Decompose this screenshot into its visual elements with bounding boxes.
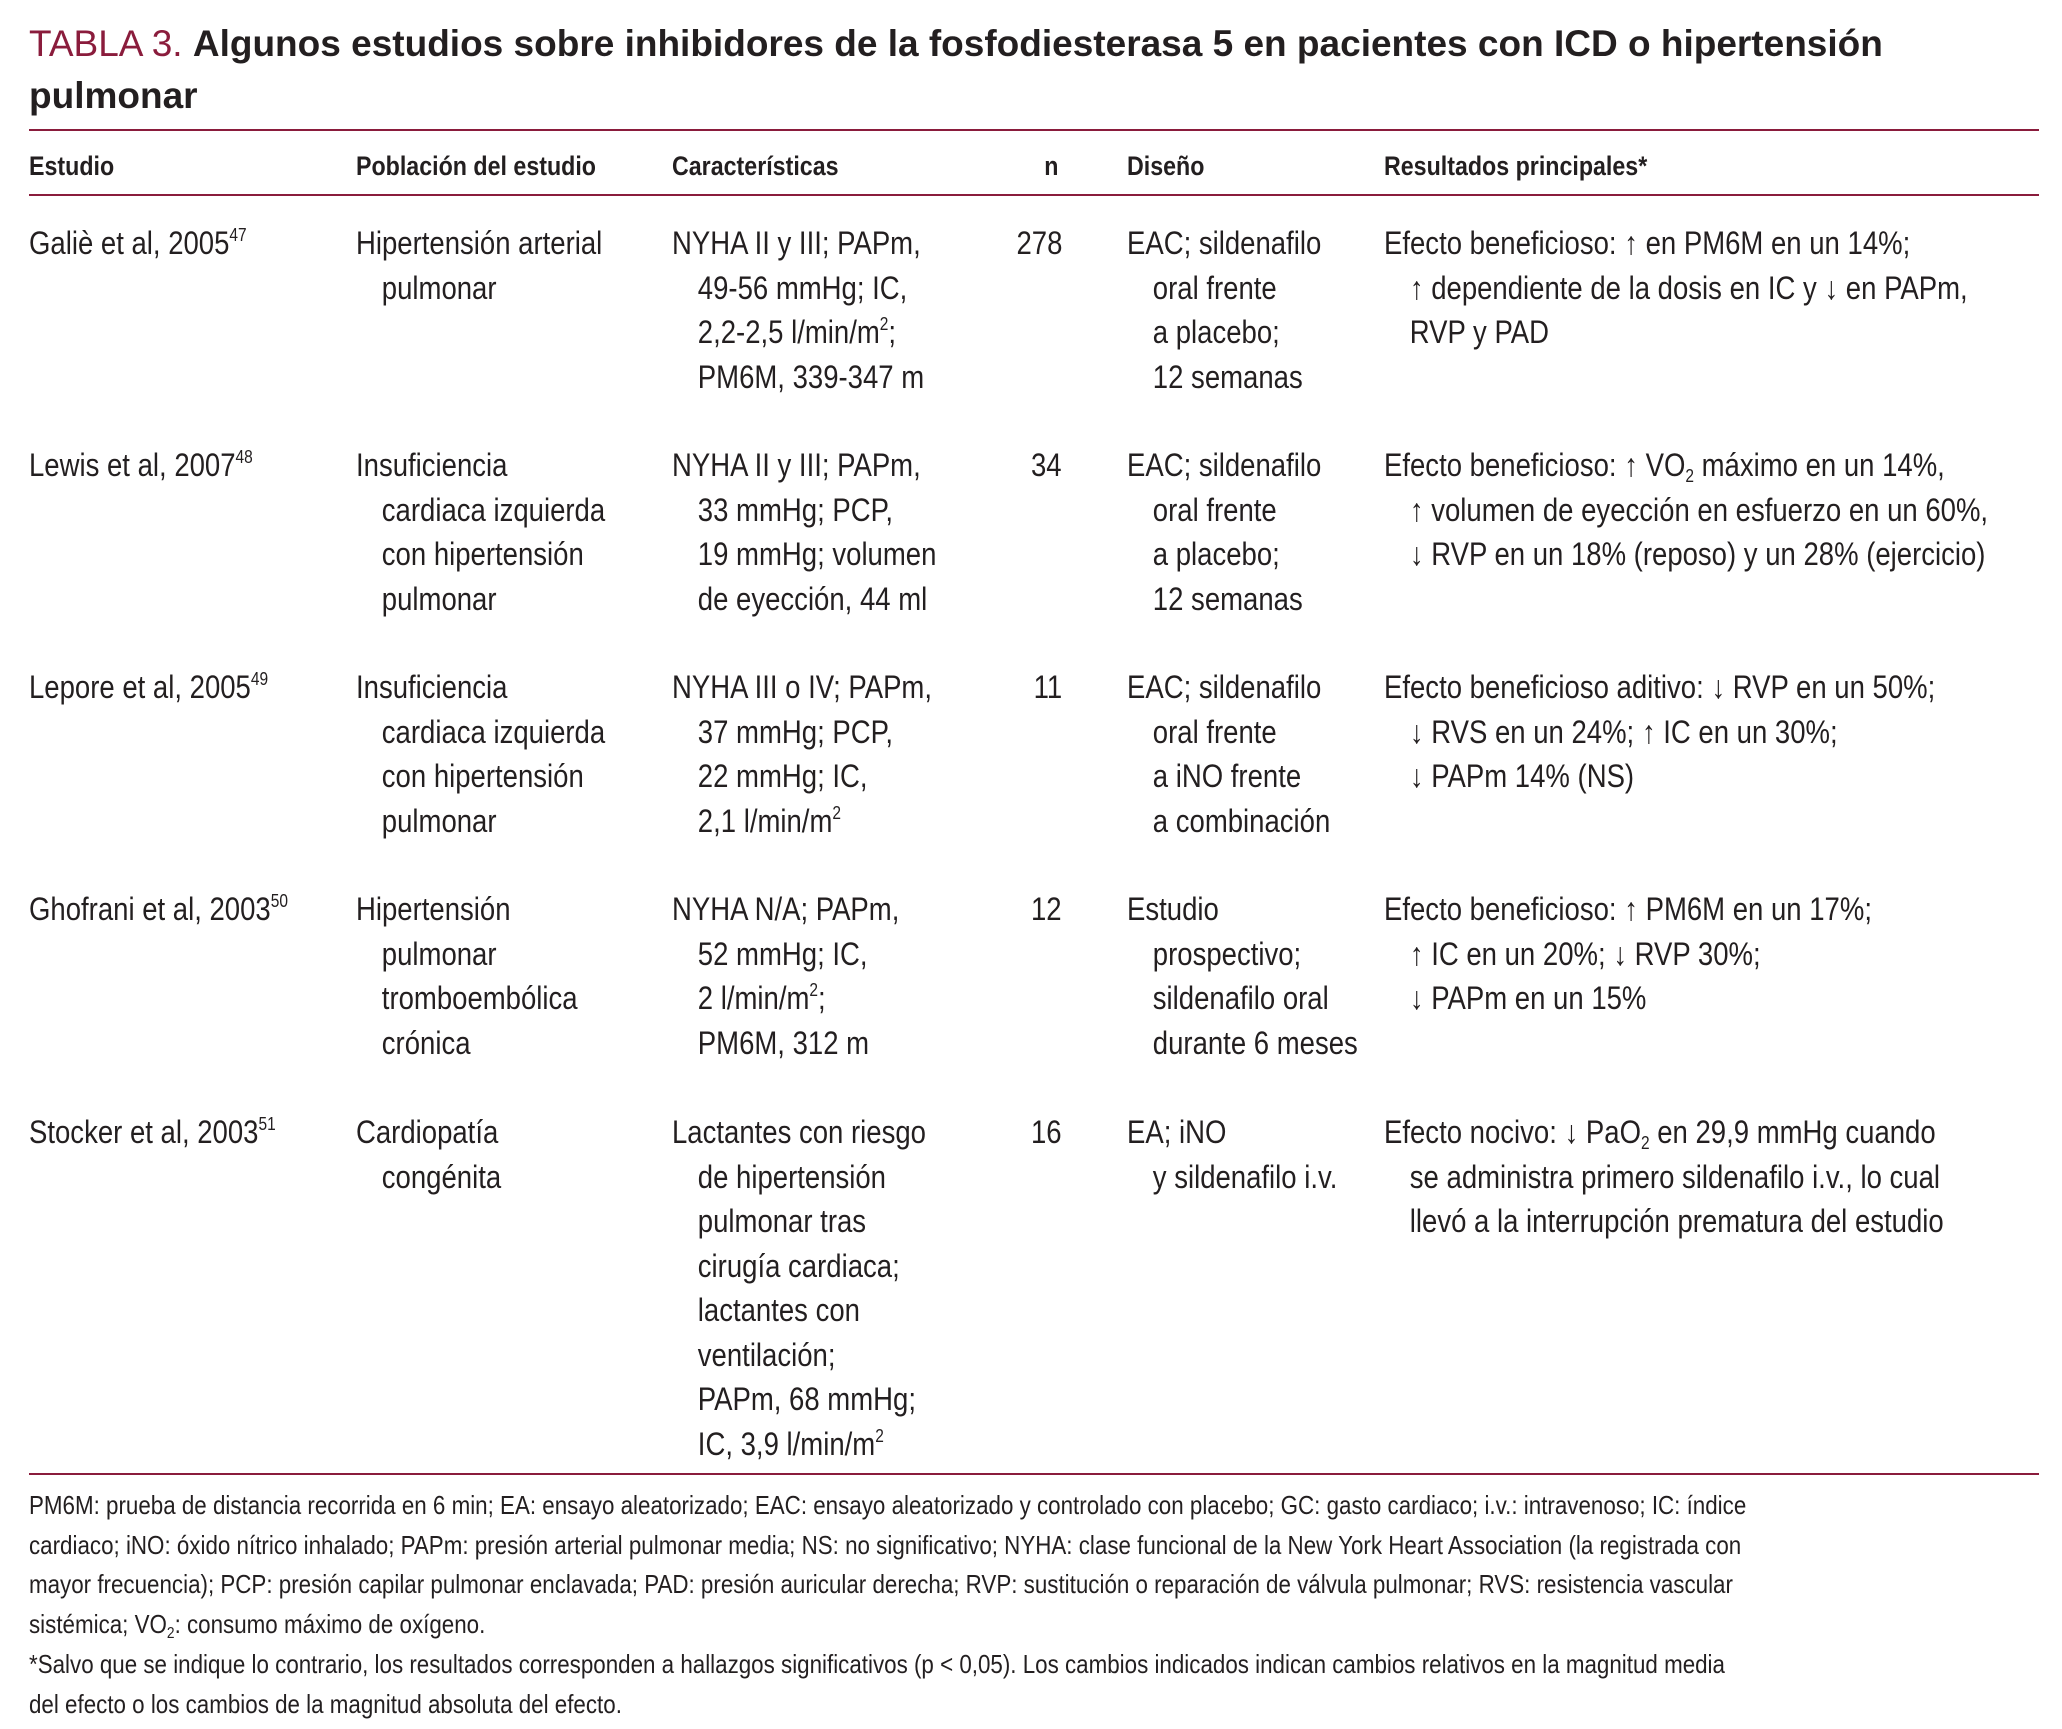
top-rule [29,129,2039,131]
table-row-resultados: Efecto beneficioso: ↑ PM6M en un 17%; ↑ IC en un 20%; ↓ RVP 30%; ↓ PAPm en un 15% [1384,891,1872,1016]
table-row-caracteristicas: Lactantes con riesgo de hipertensión pulmonar tras cirugía cardiaca; lactantes con ventilación; PAPm, 68 mmHg; IC, 3,9 $l/\min/m^2$ [672,1114,926,1462]
table-row-resultados: Efecto beneficioso aditivo: ↓ RVP en un 50%; ↓ RVS en un 24%; ↑ IC en un 30%; ↓ PAPm 14% (NS) [1384,669,1936,794]
column-header-n: n [1043,151,1058,181]
table-row-diseno: Estudio prospectivo; sildenafilo oral durante 6 meses [1127,891,1358,1061]
table-row-poblacion: Cardiopatía congénita [356,1114,502,1195]
table-row-n: 12 [1031,891,1062,927]
table-row-resultados: Efecto beneficioso: ↑ en PM6M en un 14%; ↑ dependiente de la dosis en IC y ↓ en PAPm, RVP y PAD [1384,225,1968,350]
table-row-caracteristicas: NYHA N/A; PAPm, 52 mmHg; IC, 2 $l/\min/m^2$; PM6M, 312 m [672,891,900,1061]
table-footnote-significance: *Salvo que se indique lo contrario, los resultados corresponden a hallazgos significativos (p < 0,05). Los cambios indicados indican cambios relativos en la magnitud media del efecto o los cambios de la magnitud absoluta del efecto. [29,1649,1725,1719]
table-row-caracteristicas: NYHA II y III; PAPm, 33 mmHg; PCP, 19 mmHg; volumen de eyección, 44 ml [672,447,937,617]
table-row-n: 278 [1016,225,1062,261]
table-row-caracteristicas: NYHA II y III; PAPm, 49-56 mmHg; IC, 2,2-2,5 $l/\min/m^2$; PM6M, 339-347 m [672,225,925,395]
table-row-diseno: EAC; sildenafilo oral frente a placebo; 12 semanas [1127,225,1322,395]
table-caption: Algunos estudios sobre inhibidores de la fosfodiesterasa 5 en pacientes con ICD o hipertensión pulmonar [29,23,1883,116]
table-row-n: 16 [1031,1114,1062,1150]
table-row-resultados: Efecto nocivo: ↓ PaO$_2$ en 29,9 mmHg cuando se administra primero sildenafilo i.v., lo cual llevó a la interrupción prematura del estudio [1384,1114,1944,1239]
column-header-diseno: Diseño [1127,151,1205,181]
table-row-estudio: Ghofrani et al, 2003$^{50}$ [29,891,288,927]
table-row-estudio: Stocker et al, 2003$^{51}$ [29,1114,276,1150]
column-header-poblacion: Población del estudio [356,151,596,181]
table-row-poblacion: Insuficiencia cardiaca izquierda con hipertensión pulmonar [356,669,606,839]
column-header-resultados: Resultados principales* [1384,151,1648,181]
table-row-n: 34 [1031,447,1062,483]
table-row-estudio: Lewis et al, 2007$^{48}$ [29,447,253,483]
header-rule [29,194,2039,196]
column-header-estudio: Estudio [29,151,115,181]
table-footnote-abbreviations: PM6M: prueba de distancia recorrida en 6 min; EA: ensayo aleatorizado; EAC: ensayo aleatorizado y controlado con placebo; GC: gasto cardiaco; i.v.: intravenoso; IC: índice cardiaco; iNO: óxido nítrico inhalado; PAPm: presión arterial pulmonar media; NS: no significativo; NYHA: clase funcional de la New York Heart Association (la registrada con mayor frecuencia); PCP: presión capilar pulmonar enclavada; PAD: presión auricular derecha; RVP: sustitución o reparación de válvula pulmonar; RVS: resistencia vascular sistémica; $VO_2$: consumo máximo de oxígeno. [29,1490,1747,1642]
table-row-caracteristicas: NYHA III o IV; PAPm, 37 mmHg; PCP, 22 mmHg; IC, 2,1 $l/\min/m^2$ [672,669,932,839]
table-title [29,18,2029,122]
table-row-n: 11 [1033,669,1062,705]
table-label: TABLA 3. [29,23,183,64]
table-row-estudio: Galiè et al, 2005$^{47}$ [29,225,247,261]
column-header-caracteristicas: Características [672,151,839,181]
table-row-diseno: EAC; sildenafilo oral frente a iNO frente a combinación [1127,669,1331,839]
table-row-poblacion: Hipertensión arterial pulmonar [356,225,603,306]
table-row-resultados: Efecto beneficioso: ↑ $VO_2$ máximo en un 14%, ↑ volumen de eyección en esfuerzo en un 60%, ↓ RVP en un 18% (reposo) y un 28% (ejercicio) [1384,447,1989,572]
bottom-rule [29,1473,2039,1475]
table-row-poblacion: Insuficiencia cardiaca izquierda con hipertensión pulmonar [356,447,606,617]
table-row-diseno: EAC; sildenafilo oral frente a placebo; 12 semanas [1127,447,1322,617]
table-row-estudio: Lepore et al, 2005$^{49}$ [29,669,269,705]
table-row-diseno: EA; iNO y sildenafilo i.v. [1127,1114,1338,1195]
table-row-poblacion: Hipertensión pulmonar tromboembólica crónica [356,891,578,1061]
